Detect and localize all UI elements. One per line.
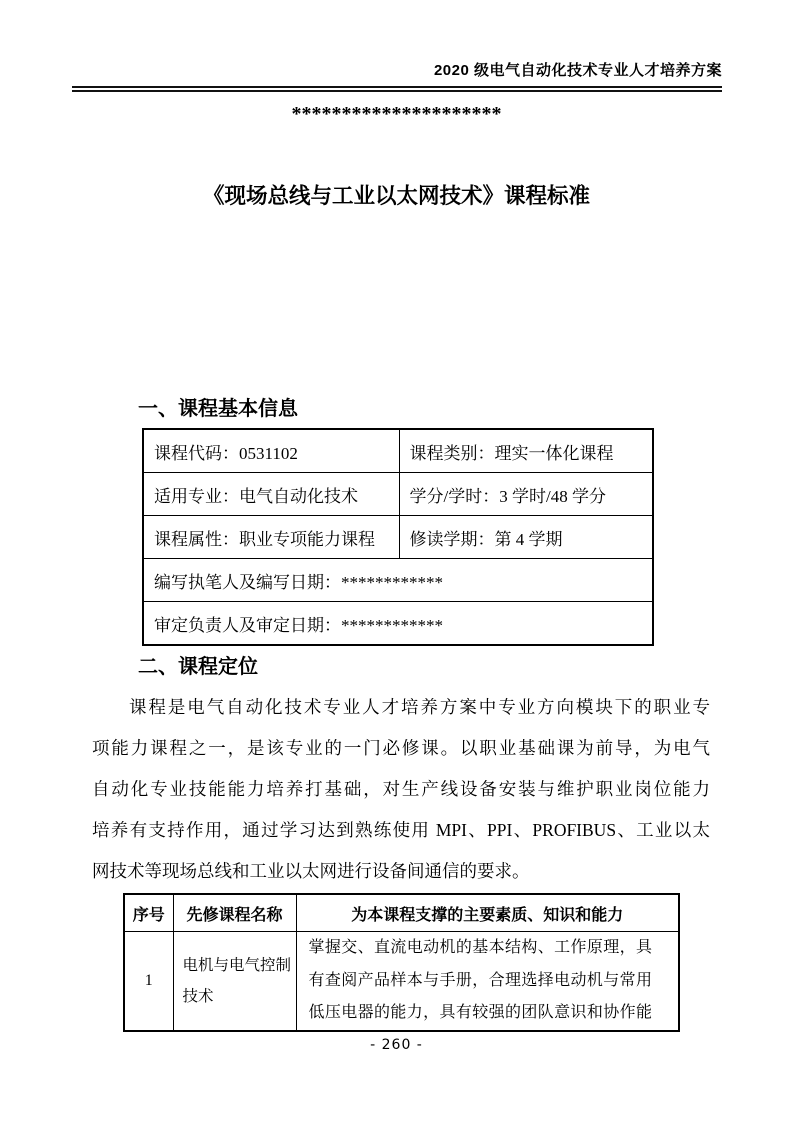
course-positioning-paragraph [92, 687, 710, 892]
page-header-text: 2020 级电气自动化技术专业人才培养方案 [433, 62, 722, 79]
paragraph-line: 网技术等现场总线和工业以太网进行设备间通信的要求。 [92, 861, 530, 881]
paragraph-line: 自动化专业技能能力培养打基础，对生产线设备安装与维护职业岗位能力 [92, 779, 710, 799]
prerequisite-courses-table [123, 893, 680, 1032]
header-rule [72, 86, 722, 92]
info-table-row [143, 602, 653, 646]
course-name-cell: 电机与电气控制技术 [173, 932, 296, 1032]
paragraph-line: 培养有支持作用，通过学习达到熟练使用 MPI、PPI、PROFIBUS、工业以太 [92, 820, 710, 840]
prereq-table-header-row [124, 894, 679, 932]
course-code-cell: 课程代码：0531102 [143, 429, 399, 473]
ability-cell: 掌握交、直流电动机的基本结构、工作原理，具有查阅产品样本与手册，合理选择电动机与常用低压电器的能力，具有较强的团队意识和协作能 [296, 932, 679, 1032]
applicable-major-cell: 适用专业：电气自动化技术 [143, 473, 399, 516]
course-category-cell: 课程类别：理实一体化课程 [399, 429, 653, 473]
study-semester-cell: 修读学期：第 4 学期 [399, 516, 653, 559]
credits-hours-cell: 学分/学时：3 学时/48 学分 [399, 473, 653, 516]
serial-number-cell: 1 [124, 932, 173, 1032]
header-course-name: 先修课程名称 [173, 894, 296, 932]
reviewer-date-cell: 审定负责人及审定日期：************ [143, 602, 653, 646]
section-heading-positioning: 二、课程定位 [138, 656, 258, 678]
document-title: 《现场总线与工业以太网技术》课程标准 [202, 184, 590, 208]
info-table-row [143, 559, 653, 602]
course-attribute-cell: 课程属性：职业专项能力课程 [143, 516, 399, 559]
header-ability: 为本课程支撑的主要素质、知识和能力 [296, 894, 679, 932]
paragraph-line: 课程是电气自动化技术专业人才培养方案中专业方向模块下的职业专 [129, 697, 710, 717]
paragraph-line: 项能力课程之一，是该专业的一门必修课。以职业基础课为前导，为电气 [92, 738, 710, 758]
info-table-row [143, 473, 653, 516]
header-serial-number: 序号 [124, 894, 173, 932]
page-number: - 260 - [370, 1037, 423, 1053]
section-heading-basic-info: 一、课程基本信息 [138, 398, 298, 420]
stars-line: ********************* [291, 103, 502, 125]
info-table-row [143, 429, 653, 473]
course-info-table [142, 428, 654, 646]
prereq-table-row [124, 932, 679, 1032]
author-date-cell: 编写执笔人及编写日期：************ [143, 559, 653, 602]
info-table-row [143, 516, 653, 559]
